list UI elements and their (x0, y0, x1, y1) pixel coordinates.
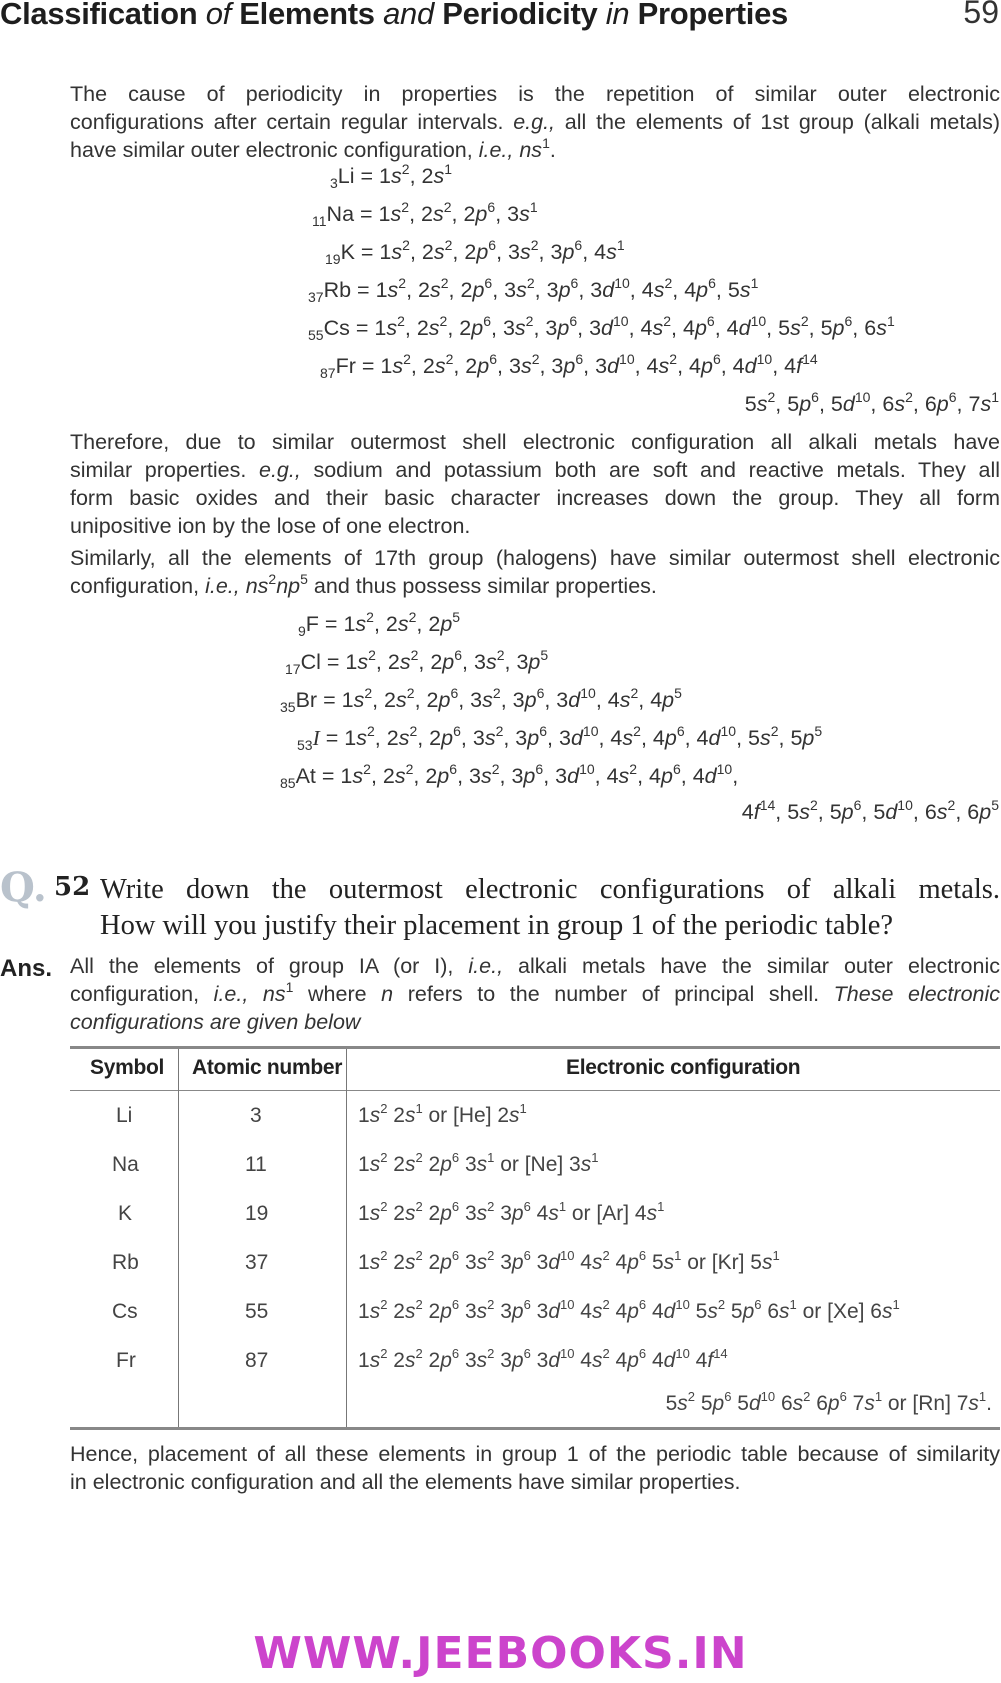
text-line: form basic oxides and their basic character increases down the group. They all form (70, 486, 1000, 510)
config-equation: $_3Li = 1s^2$, $2s^1$ (330, 161, 453, 191)
title-word: in (605, 0, 630, 31)
text-line: configurations after certain regular intervals. e.g., all the elements of 1st group (alkali metals) (70, 110, 1000, 134)
cell-number: 3 (250, 1104, 262, 1127)
cell-symbol: Rb (112, 1251, 139, 1274)
config-equation: $_9F = 1s^2$, $2s^2$, $2p^5$ (298, 609, 461, 639)
text-line: The cause of periodicity in properties is the repetition of similar outer electronic (70, 82, 1000, 106)
header-symbol: Symbol (90, 1056, 165, 1079)
title-word: and (383, 0, 434, 31)
header-electronic-configuration: Electronic configuration (566, 1056, 801, 1079)
chapter-title (0, 0, 788, 32)
cell-number: 87 (245, 1349, 269, 1372)
table-rule (70, 1090, 1000, 1091)
cell-symbol: Na (112, 1153, 139, 1176)
cell-symbol: Cs (112, 1300, 138, 1323)
question-line: Write down the outermost electronic configurations of alkali metals. (100, 874, 1000, 905)
title-word: of (205, 0, 231, 31)
text-line: configurations are given below (70, 1010, 361, 1034)
config-equation: $_{19}K = 1s^2$, $2s^2$, $2p^6$, $3s^2$, $3p^6$, $4s^1$ (325, 237, 625, 267)
config-equation-continued: $4f^{14}$, $5s^2$, $5p^6$, $5d^{10}$, $6s^2$, $6p^5$ (741, 797, 999, 824)
text-line: in electronic configuration and all the elements have similar properties. (70, 1470, 741, 1494)
answer-paragraph (70, 952, 1000, 1036)
cell-config: $1s^2$ $2s^2$ $2p^6$ $3s^1$ or [Ne] $3s^1$ (358, 1150, 599, 1176)
cell-config: $1s^2$ $2s^2$ $2p^6$ $3s^2$ $3p^6$ $3d^{10}$ $4s^2$ $4p^6$ $4d^{10}$ $5s^2$ $5p^6$ $6s^1$ or [Xe] $6s^1$ (358, 1297, 900, 1323)
config-equation: $_{53}I = 1s^2$, $2s^2$, $2p^6$, $3s^2$, $3p^6$, $3d^{10}$, $4s^2$, $4p^6$, $4d^{10}$, $5s^2$, $5p^5$ (297, 723, 823, 753)
title-word: Elements (239, 0, 375, 31)
cell-config: $1s^2$ $2s^2$ $2p^6$ $3s^2$ $3p^6$ $3d^{10}$ $4s^2$ $4p^6$ $5s^1$ or [Kr] $5s^1$ (358, 1248, 780, 1274)
cell-config: $1s^2$ $2s^2$ $2p^6$ $3s^2$ $3p^6$ $3d^{10}$ $4s^2$ $4p^6$ $4d^{10}$ $4f^{14}$ (358, 1346, 728, 1372)
text-line: Therefore, due to similar outermost shell electronic configuration all alkali metals have (70, 430, 1000, 454)
table-divider (346, 1049, 347, 1427)
question-line: How will you justify their placement in group 1 of the periodic table? (100, 910, 894, 941)
text-line: configuration, i.e., $ns^1$ where n refers to the number of principal shell. These electronic (70, 979, 1001, 1006)
cell-config-continued: $5s^2$ $5p^6$ $5d^{10}$ $6s^2$ $6p^6$ $7s^1$ or [Rn] $7s^1$. (665, 1389, 992, 1415)
config-equation: $_{17}Cl = 1s^2$, $2s^2$, $2p^6$, $3s^2$, $3p^5$ (285, 647, 549, 677)
cell-number: 19 (245, 1202, 269, 1225)
similarly-paragraph (70, 544, 1000, 600)
question-mark: Q. (0, 864, 47, 911)
cell-number: 55 (245, 1300, 269, 1323)
answer-label: Ans. (0, 955, 53, 982)
text-line: Hence, placement of all these elements in group 1 of the periodic table because of similarity (70, 1442, 1000, 1466)
config-equation: $_{11}Na = 1s^2$, $2s^2$, $2p^6$, $3s^1$ (312, 199, 538, 229)
config-equation: $_{55}Cs = 1s^2$, $2s^2$, $2p^6$, $3s^2$, $3p^6$, $3d^{10}$, $4s^2$, $4p^6$, $4d^{10}$, $5s^2$, $5p^6$, $6s^1$ (308, 313, 895, 343)
text-line: unipositive ion by the lose of one electron. (70, 514, 471, 538)
table-rule (70, 1427, 1000, 1430)
table-rule (70, 1046, 1000, 1049)
config-equation: $_{35}Br = 1s^2$, $2s^2$, $2p^6$, $3s^2$, $3p^6$, $3d^{10}$, $4s^2$, $4p^5$ (280, 685, 682, 715)
question-text (100, 872, 1000, 944)
cell-config: $1s^2$ $2s^2$ $2p^6$ $3s^2$ $3p^6$ $4s^1$ or [Ar] $4s^1$ (358, 1199, 665, 1225)
title-word: Classification (0, 0, 198, 31)
table-divider (178, 1049, 179, 1427)
header-atomic-number: Atomic number (192, 1056, 343, 1079)
website-watermark: WWW.JEEBOOKS.IN (253, 1628, 748, 1679)
title-word: Periodicity (442, 0, 598, 31)
text-line: similar properties. e.g., sodium and potassium both are soft and reactive metals. They all (70, 458, 1000, 482)
conclusion-paragraph (70, 1440, 1000, 1496)
intro-paragraph (70, 80, 1000, 164)
therefore-paragraph (70, 428, 1000, 540)
cell-symbol: Li (116, 1104, 133, 1127)
title-word: Properties (637, 0, 788, 31)
config-equation: $_{37}Rb = 1s^2$, $2s^2$, $2p^6$, $3s^2$, $3p^6$, $3d^{10}$, $4s^2$, $4p^6$, $5s^1$ (308, 275, 759, 305)
cell-number: 11 (245, 1153, 267, 1176)
text-line: have similar outer electronic configuration, i.e., $ns^1$. (70, 135, 556, 162)
cell-symbol: Fr (116, 1349, 136, 1372)
cell-number: 37 (245, 1251, 269, 1274)
question-number: 52 (54, 872, 91, 902)
text-line: Similarly, all the elements of 17th group (halogens) have similar outermost shell electronic (70, 546, 1000, 570)
config-equation-continued: $5s^2$, $5p^6$, $5d^{10}$, $6s^2$, $6p^6$, $7s^1$ (744, 389, 999, 416)
config-equation: $_{87}Fr = 1s^2$, $2s^2$, $2p^6$, $3s^2$, $3p^6$, $3d^{10}$, $4s^2$, $4p^6$, $4d^{10}$, $4f^{14}$ (320, 351, 818, 381)
page-number: 59 (963, 0, 999, 30)
page-header (0, 0, 1001, 36)
text-line: configuration, i.e., $ns^2np^5$ and thus possess similar properties. (70, 571, 657, 598)
config-equation: $_{85}At = 1s^2$, $2s^2$, $2p^6$, $3s^2$, $3p^6$, $3d^{10}$, $4s^2$, $4p^6$, $4d^{10}$, (280, 761, 739, 791)
cell-config: $1s^2$ $2s^1$ or [He] $2s^1$ (358, 1101, 527, 1127)
cell-symbol: K (118, 1202, 133, 1225)
text-line: All the elements of group IA (or I), i.e., alkali metals have the similar outer electronic (70, 954, 1000, 978)
